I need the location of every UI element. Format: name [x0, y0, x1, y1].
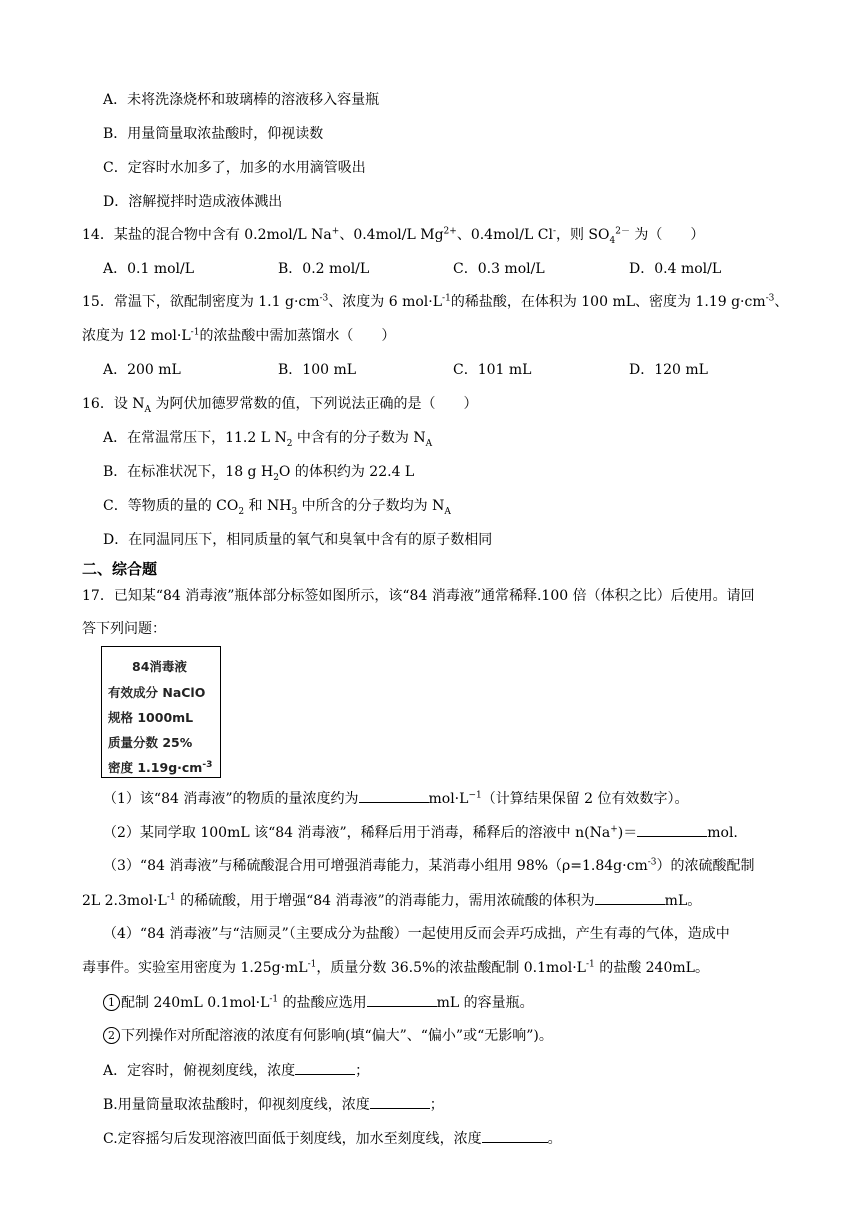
q15-option-a: A．200 mL [103, 362, 181, 378]
label-density: 密度 $1.19g\cdot cm^{-3}$ [108, 759, 213, 775]
label-ingredient: 有效成分 NaClO [108, 685, 206, 700]
q17-sub1: 1 配制 240mL $0.1mol\cdot L^{-1}$ 的盐酸应选用 mL 的容量瓶。 [103, 992, 534, 1013]
q16-option-b: B．在标准状况下，18 g $H_2O$ 的体积约为 22.4 L [103, 464, 415, 483]
q17-part3-line1: （3）“84 消毒液”与稀硫酸混合用可增强消毒能力，某消毒小组用 $98\%(\rho=1.84g\cdot cm^{-3})$的浓硫酸配制 [103, 857, 755, 874]
q14-option-a: A．0.1 mol/L [103, 261, 195, 277]
circled-number: 2 [103, 1027, 120, 1044]
q16-stem: 16．设 $N_A$ 为阿伏加德罗常数的值，下列说法正确的是（ ） [82, 396, 478, 415]
answer-blank[interactable] [482, 1128, 548, 1143]
q16-option-c: C．等物质的量的 $CO_2$ 和 $NH_3$ 中所含的分子数均为 $N_A$ [103, 498, 451, 517]
answer-blank[interactable] [295, 1060, 355, 1075]
q17-part3-line2: 2L $2.3mol\cdot L^{-1}$ 的稀硫酸，用于增强“84 消毒液”的消毒能力，需用浓硫酸的体积为 mL。 [82, 890, 701, 911]
q14-option-c: C．0.3 mol/L [453, 261, 545, 277]
q17-part2: （2）某同学取 100mL 该“84 消毒液”，稀释后用于消毒，稀释后的溶液中 n(Na+)＝ mol. [103, 822, 738, 843]
label-spec: 规格 1000mL [108, 710, 194, 725]
q17-sub2: 2 下列操作对所配溶液的浓度有何影响(填“偏大”、“偏小”或“无影响”)。 [103, 1026, 553, 1046]
q13-option-b: B．用量筒量取浓盐酸时，仰视读数 [103, 126, 324, 142]
q15-option-b: B．100 mL [278, 362, 357, 378]
q17-stem-line1: 17．已知某“84 消毒液”瓶体部分标签如图所示，该“84 消毒液”通常稀释.100 倍（体积之比）后使用。请回 [82, 588, 755, 604]
q16-option-a: A．在常温常压下，11.2 L $N_2$ 中含有的分子数为 $N_A$ [103, 430, 433, 449]
answer-blank[interactable] [370, 1094, 430, 1109]
section-heading: 二、综合题 [82, 560, 158, 578]
q17-stem-line2: 答下列问题： [82, 621, 166, 637]
q17-part4-line1: （4）“84 消毒液”与“洁厕灵”（主要成分为盐酸）一起使用反而会弄巧成拙，产生有毒的气体，造成中 [103, 926, 730, 942]
q14-option-b: B．0.2 mol/L [278, 261, 370, 277]
answer-blank[interactable] [595, 890, 665, 905]
q14-stem: 14．某盐的混合物中含有 0.2mol/L Na+、0.4mol/L $Mg^{2+}$、0.4mol/L Cl-，则 $SO_4^{2-}$ 为（ ） [82, 226, 705, 246]
circled-number: 1 [103, 994, 120, 1011]
q14-option-d: D．0.4 mol/L [629, 261, 722, 277]
q13-option-d: D．溶解搅拌时造成液体溅出 [103, 194, 283, 210]
q17-sub2-option-a: A．定容时，俯视刻度线，浓度 ； [103, 1060, 369, 1081]
answer-blank[interactable] [637, 822, 707, 837]
label-title: 84消毒液 [132, 659, 187, 674]
q15-option-c: C．101 mL [453, 362, 532, 378]
q16-option-d: D．在同温同压下，相同质量的氧气和臭氧中含有的原子数相同 [103, 532, 493, 548]
q13-option-c: C．定容时水加多了，加多的水用滴管吸出 [103, 160, 366, 176]
answer-blank[interactable] [359, 788, 429, 803]
answer-blank[interactable] [367, 992, 437, 1007]
q17-part1: （1）该“84 消毒液”的物质的量浓度约为 $mol\cdot L^{-1}$（计算结果保留 2 位有效数字）。 [103, 788, 689, 809]
q15-stem-line2: 浓度为 12 $mol\cdot L^{-1}$的浓盐酸中需加蒸馏水（ ） [82, 327, 396, 344]
q17-sub2-option-b: B.用量筒量取浓盐酸时，仰视刻度线，浓度 ； [103, 1094, 444, 1115]
q17-part4-line2: 毒事件。实验室用密度为 $1.25g\cdot mL^{-1}$，质量分数 36.5%的浓盐酸配制 $0.1mol\cdot L^{-1}$ 的盐酸 240mL。 [82, 959, 709, 976]
q13-option-a: A．未将洗涤烧杯和玻璃棒的溶液移入容量瓶 [103, 92, 380, 108]
q15-option-d: D．120 mL [629, 362, 708, 378]
bottle-label-image [101, 646, 221, 778]
label-mass-fraction: 质量分数 25% [108, 735, 193, 750]
q15-stem-line1: 15．常温下，欲配制密度为 1.1 $g\cdot cm^{-3}$、浓度为 6 $mol\cdot L^{-1}$的稀盐酸，在体积为 100 mL、密度为 1.19 $g\cdot cm^{-3}$、 [82, 293, 789, 310]
q17-sub2-option-c: C.定容摇匀后发现溶液凹面低于刻度线，加水至刻度线，浓度 。 [103, 1128, 562, 1149]
